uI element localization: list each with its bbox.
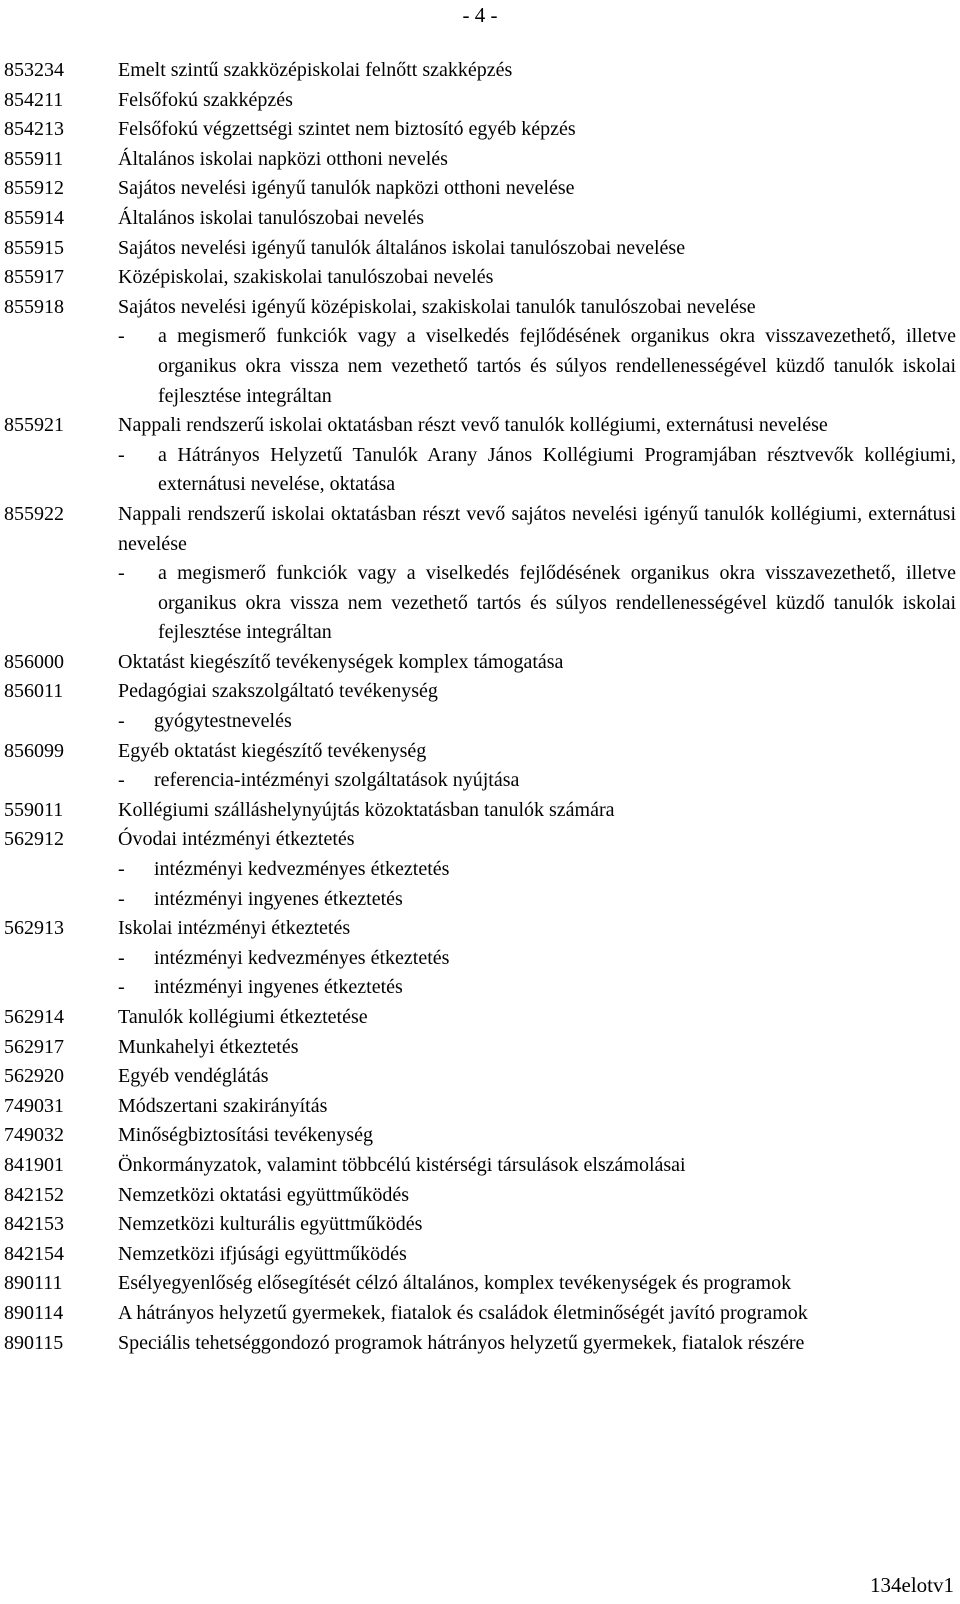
activity-description: Óvodai intézményi étkeztetés (118, 828, 355, 851)
sub-item-text: intézményi kedvezményes étkeztetés (154, 858, 450, 881)
activity-body (118, 796, 956, 826)
sub-item-dash: - (118, 325, 125, 348)
activity-body (118, 234, 956, 264)
activity-code: 855922 (4, 502, 64, 525)
activity-description: Emelt szintű szakközépiskolai felnőtt szakképzés (118, 59, 513, 81)
activity-description: Oktatást kiegészítő tevékenységek komplex támogatása (118, 650, 564, 673)
activity-body (118, 500, 956, 648)
activity-description: Sajátos nevelési igényű tanulók általános iskolai tanulószobai nevelése (118, 236, 686, 259)
list-item (4, 1092, 956, 1122)
activity-code: 842153 (4, 1213, 64, 1236)
sub-item (118, 885, 956, 915)
list-item (4, 115, 956, 145)
activity-description: Nappali rendszerű iskolai oktatásban részt vevő sajátos nevelési igényű tanulók kollégiumi, externátusi nevelése (118, 502, 956, 555)
activity-code: 562917 (4, 1035, 64, 1058)
list-item (4, 174, 956, 204)
sub-item (118, 322, 956, 411)
activity-description: Nappali rendszerű iskolai oktatásban részt vevő tanulók kollégiumi, externátusi nevelése (118, 414, 828, 437)
activity-code: 559011 (4, 798, 64, 821)
list-item (4, 1299, 956, 1329)
activity-body (118, 86, 956, 116)
activity-body (118, 145, 956, 175)
list-item (4, 677, 956, 736)
sub-item-text: a megismerő funkciók vagy a viselkedés fejlődésének organikus okra visszavezethető, illetve organikus okra vissza nem vezethető tartós és súlyos rendellenességével küzdő tanulók iskolai fejlesztése integráltan (158, 562, 956, 644)
activity-description: Egyéb oktatást kiegészítő tevékenység (118, 739, 427, 762)
sub-item (118, 441, 956, 500)
activity-body (118, 648, 956, 678)
activity-description: Kollégiumi szálláshelynyújtás közoktatásban tanulók számára (118, 798, 615, 821)
activity-code: 562912 (4, 828, 64, 851)
activity-body (118, 1269, 956, 1299)
activity-description: Nemzetközi kulturális együttműködés (118, 1213, 423, 1236)
sub-item-dash: - (118, 887, 125, 910)
activity-body (118, 1299, 956, 1329)
list-item (4, 914, 956, 1003)
list-item (4, 1151, 956, 1181)
list-item (4, 796, 956, 826)
activity-description: Iskolai intézményi étkeztetés (118, 917, 351, 940)
sub-item-dash: - (118, 976, 125, 999)
activity-body (118, 914, 956, 1003)
activity-code: 855911 (4, 147, 64, 170)
activity-description: Speciális tehetséggondozó programok hátrányos helyzetű gyermekek, fiatalok részére (118, 1331, 805, 1354)
activity-code: 856011 (4, 680, 64, 703)
list-item (4, 1121, 956, 1151)
list-item (4, 293, 956, 411)
list-item (4, 234, 956, 264)
list-item (4, 648, 956, 678)
activity-description: Esélyegyenlőség elősegítését célzó általános, komplex tevékenységek és programok (118, 1272, 792, 1295)
activity-body (118, 1033, 956, 1063)
list-item (4, 1181, 956, 1211)
sub-item-text: a megismerő funkciók vagy a viselkedés fejlődésének organikus okra visszavezethető, illetve organikus okra vissza nem vezethető tartós és súlyos rendellenességével küzdő tanulók iskolai fejlesztése integráltan (158, 325, 956, 407)
sub-item (118, 559, 956, 648)
activity-body (118, 174, 956, 204)
activity-description: Felsőfokú szakképzés (118, 88, 293, 111)
activity-body (118, 1151, 956, 1181)
activity-body (118, 56, 956, 86)
activity-description: Önkormányzatok, valamint többcélú kistérségi társulások elszámolásai (118, 1153, 686, 1176)
activity-body (118, 1003, 956, 1033)
list-item (4, 1003, 956, 1033)
activity-body (118, 677, 956, 736)
document-footer-id: 134elotv1 (870, 1573, 954, 1597)
activity-description: Egyéb vendéglátás (118, 1065, 269, 1088)
activity-code-list (4, 56, 956, 1358)
activity-body (118, 204, 956, 234)
activity-code: 855921 (4, 414, 64, 437)
activity-code: 856099 (4, 739, 64, 762)
activity-body (118, 293, 956, 411)
activity-code: 856000 (4, 650, 64, 673)
sub-item-dash: - (118, 562, 125, 585)
activity-code: 562914 (4, 1006, 64, 1028)
sub-item-text: gyógytestnevelés (154, 710, 292, 733)
activity-body (118, 1092, 956, 1122)
activity-description: Nemzetközi ifjúsági együttműködés (118, 1242, 407, 1265)
activity-code: 855914 (4, 206, 64, 229)
list-item (4, 411, 956, 500)
sub-item-dash: - (118, 769, 125, 792)
activity-body (118, 825, 956, 914)
sub-item (118, 944, 956, 974)
activity-description: Általános iskolai napközi otthoni nevelés (118, 147, 448, 170)
sub-item-dash: - (118, 946, 125, 969)
activity-description: Általános iskolai tanulószobai nevelés (118, 206, 425, 229)
sub-item (118, 973, 956, 1003)
sub-item-dash: - (118, 858, 125, 881)
list-item (4, 737, 956, 796)
activity-code: 855918 (4, 295, 64, 318)
sub-item-text: a Hátrányos Helyzetű Tanulók Arany János Kollégiumi Programjában résztvevők kollégiumi, externátusi nevelése, oktatása (158, 443, 956, 496)
activity-description: Pedagógiai szakszolgáltató tevékenység (118, 680, 438, 703)
activity-code: 841901 (4, 1153, 64, 1176)
activity-description: Tanulók kollégiumi étkeztetése (118, 1006, 368, 1028)
activity-code: 855912 (4, 177, 64, 200)
activity-code: 842152 (4, 1183, 64, 1206)
sub-item-text: intézményi ingyenes étkeztetés (154, 976, 403, 999)
activity-body (118, 1121, 956, 1151)
activity-code: 855917 (4, 266, 64, 289)
list-item (4, 1210, 956, 1240)
activity-description: A hátrányos helyzetű gyermekek, fiatalok és családok életminőségét javító programok (118, 1301, 808, 1324)
sub-item-text: referencia-intézményi szolgáltatások nyújtása (154, 769, 520, 792)
activity-code: 562913 (4, 917, 64, 940)
list-item (4, 263, 956, 293)
list-item (4, 825, 956, 914)
activity-body (118, 1329, 956, 1359)
activity-description: Nemzetközi oktatási együttműködés (118, 1183, 410, 1206)
activity-code: 853234 (4, 59, 64, 81)
list-item (4, 86, 956, 116)
activity-description: Sajátos nevelési igényű tanulók napközi otthoni nevelése (118, 177, 575, 200)
page-number: - 4 - (462, 3, 498, 27)
activity-body (118, 263, 956, 293)
list-item (4, 500, 956, 648)
activity-body (118, 737, 956, 796)
activity-body (118, 411, 956, 500)
activity-description: Módszertani szakirányítás (118, 1094, 328, 1117)
activity-body (118, 1062, 956, 1092)
list-item (4, 204, 956, 234)
sub-item-text: intézményi ingyenes étkeztetés (154, 887, 403, 910)
activity-code: 890115 (4, 1331, 64, 1354)
list-item (4, 56, 956, 86)
activity-body (118, 115, 956, 145)
sub-item-dash: - (118, 710, 125, 733)
list-item (4, 1329, 956, 1359)
activity-code: 749031 (4, 1094, 64, 1117)
activity-description: Minőségbiztosítási tevékenység (118, 1124, 373, 1147)
activity-code: 854213 (4, 118, 64, 141)
list-item (4, 1033, 956, 1063)
activity-code: 855915 (4, 236, 64, 259)
activity-description: Felsőfokú végzettségi szintet nem biztosító egyéb képzés (118, 118, 576, 141)
activity-body (118, 1181, 956, 1211)
sub-item (118, 766, 956, 796)
activity-code: 749032 (4, 1124, 64, 1147)
list-item (4, 1240, 956, 1270)
activity-code: 890114 (4, 1301, 64, 1324)
activity-description: Munkahelyi étkeztetés (118, 1035, 299, 1058)
sub-item (118, 707, 956, 737)
activity-description: Középiskolai, szakiskolai tanulószobai nevelés (118, 266, 494, 289)
activity-body (118, 1210, 956, 1240)
activity-description: Sajátos nevelési igényű középiskolai, szakiskolai tanulók tanulószobai nevelése (118, 295, 756, 318)
activity-code: 562920 (4, 1065, 64, 1088)
activity-code: 854211 (4, 88, 64, 111)
list-item (4, 1269, 956, 1299)
activity-code: 842154 (4, 1242, 64, 1265)
activity-code: 890111 (4, 1272, 63, 1295)
sub-item (118, 855, 956, 885)
list-item (4, 145, 956, 175)
sub-item-text: intézményi kedvezményes étkeztetés (154, 946, 450, 969)
activity-body (118, 1240, 956, 1270)
list-item (4, 1062, 956, 1092)
sub-item-dash: - (118, 443, 125, 466)
